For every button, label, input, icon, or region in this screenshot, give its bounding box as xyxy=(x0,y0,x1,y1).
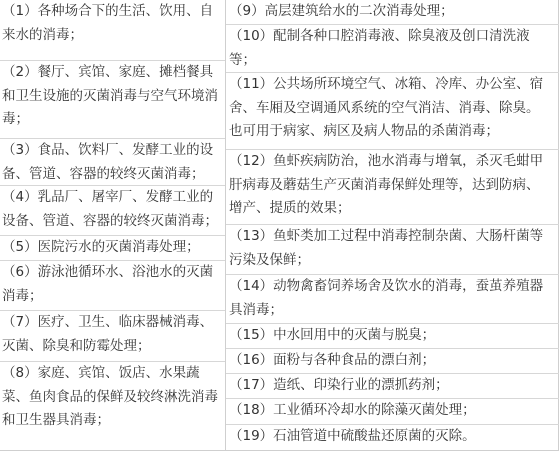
list-item: （17）造纸、印染行业的漂抓药剂； xyxy=(226,374,559,399)
list-item: （5）医院污水的灭菌消毒处理； xyxy=(0,236,225,261)
list-item: （19）石油管道中硫酸盐还原菌的灭除。 xyxy=(229,428,476,444)
list-item: （4）乳品厂、屠宰厂、发酵工业的 设备、管道、容器的较终灭菌消毒； xyxy=(0,186,225,236)
list-item: （13）鱼虾类加工过程中消毒控制杂菌、大肠杆菌等 污染及保鲜； xyxy=(226,225,559,275)
list-item: （2）餐厅、宾馆、家庭、摊档餐具 和卫生设施的灭菌消毒与空气环境消 毒； xyxy=(0,61,225,139)
list-item: （6）游泳池循环水、浴池水的灭菌 消毒； xyxy=(0,261,225,311)
list-item: （7）医疗、卫生、临床器械消毒、 灭菌、除臭和防霉处理； xyxy=(0,311,225,362)
right-column xyxy=(226,0,559,451)
list-item: （15）中水回用中的灭菌与脱臭； xyxy=(226,324,559,349)
list-item: （12）鱼虾疾病防治，池水消毒与增氧，杀灭毛蚶甲 肝病毒及蘑菇生产灭菌消毒保鲜处理等，达到防病、 增产、提质的效果； xyxy=(226,150,559,225)
left-column xyxy=(0,0,226,451)
list-item: （3）食品、饮料厂、发酵工业的设 备、管道、容器的较终灭菌消毒； xyxy=(0,139,225,186)
list-item: （9）高层建筑给水的二次消毒处理； xyxy=(226,0,559,25)
list-item: （1）各种场合下的生活、饮用、自 来水的消毒； xyxy=(0,0,225,61)
list-item: （16）面粉与各种食品的漂白剂； xyxy=(226,349,559,374)
list-item: （11）公共场所环境空气、冰箱、冷库、办公室、宿 舍、车厢及空调通风系统的空气消洁、消毒、除臭。 也可用于病家、病区及病人物品的杀菌消毒； xyxy=(226,73,559,150)
list-item: （10）配制各种口腔消毒液、除臭液及创口清洗液 等； xyxy=(226,25,559,73)
list-item: （8）家庭、宾馆、饭店、水果蔬 菜、鱼肉食品的保鲜及较终淋洗消毒 和卫生器具消毒； xyxy=(2,365,218,428)
list-item: （14）动物禽畜饲养场舍及饮水的消毒，蚕茧养殖器 具消毒； xyxy=(226,275,559,324)
list-item: （18）工业循环冷却水的除藻灭菌处理； xyxy=(226,399,559,425)
